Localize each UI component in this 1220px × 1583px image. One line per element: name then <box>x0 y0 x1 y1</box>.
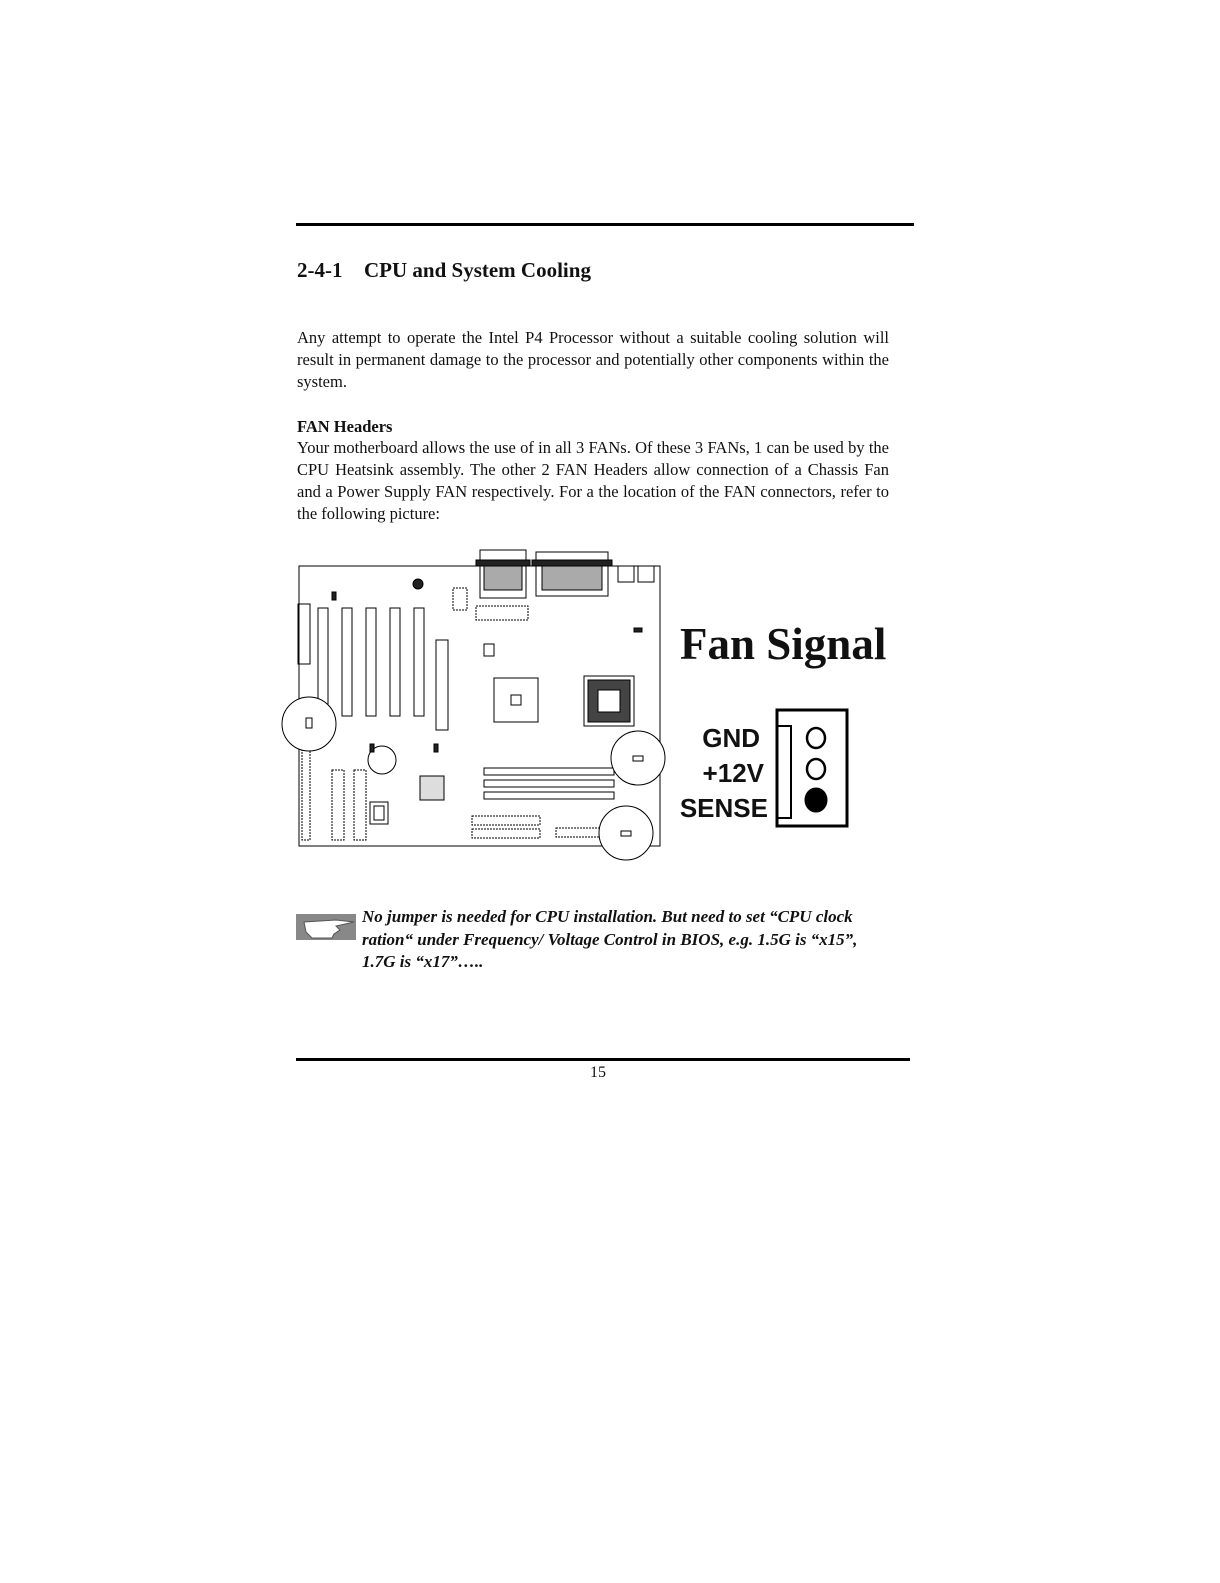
intro-paragraph: Any attempt to operate the Intel P4 Processor without a suitable cooling solution will result in permanent damage to the processor and potentially other components within the system. <box>297 328 889 391</box>
fan-connector-figure <box>270 540 910 880</box>
bios-chip <box>420 776 444 800</box>
ide-connector <box>472 816 540 825</box>
agp-slot <box>436 640 448 730</box>
pin-12v <box>807 759 825 779</box>
motherboard-layout-diagram <box>270 540 910 880</box>
cpu-socket <box>494 678 538 722</box>
dimm-slot <box>484 768 614 775</box>
pin-sense <box>805 788 827 812</box>
fdd-connector <box>556 828 606 837</box>
figure-title: Fan Signal <box>680 619 887 669</box>
page-number: 15 <box>590 1064 606 1081</box>
io-connector-usb-2 <box>638 566 654 582</box>
fan-headers-heading: FAN Headers <box>297 417 393 436</box>
io-connector-usb-1 <box>618 566 634 582</box>
pointing-hand-icon <box>296 910 356 942</box>
section-title: CPU and System Cooling <box>364 258 591 282</box>
pin-label-gnd: GND <box>702 723 760 753</box>
bottom-rule <box>296 1058 910 1061</box>
pin-label-12v: +12V <box>702 758 764 788</box>
pin-gnd <box>807 728 825 748</box>
atx-power-connector <box>476 606 528 620</box>
pin-label-sense: SENSE <box>679 793 768 823</box>
note-text: No jumper is needed for CPU installation. But need to set “CPU clock ration“ under Frequency/ Voltage Control in BIOS, e.g. 1.5G is “x15”, 1.7G is “x17”….. <box>362 907 858 971</box>
section-heading <box>297 258 591 283</box>
fan-headers-paragraph: Your motherboard allows the use of in all 3 FANs. Of these 3 FANs, 1 can be used by the CPU Heatsink assembly. The other 2 FAN Headers allow connection of a Chassis Fan and a Power Supply FAN respectively. For a the location of the FAN connectors, refer to the following picture: <box>297 438 889 523</box>
section-number: 2-4-1 <box>297 258 343 282</box>
top-rule <box>296 223 914 226</box>
